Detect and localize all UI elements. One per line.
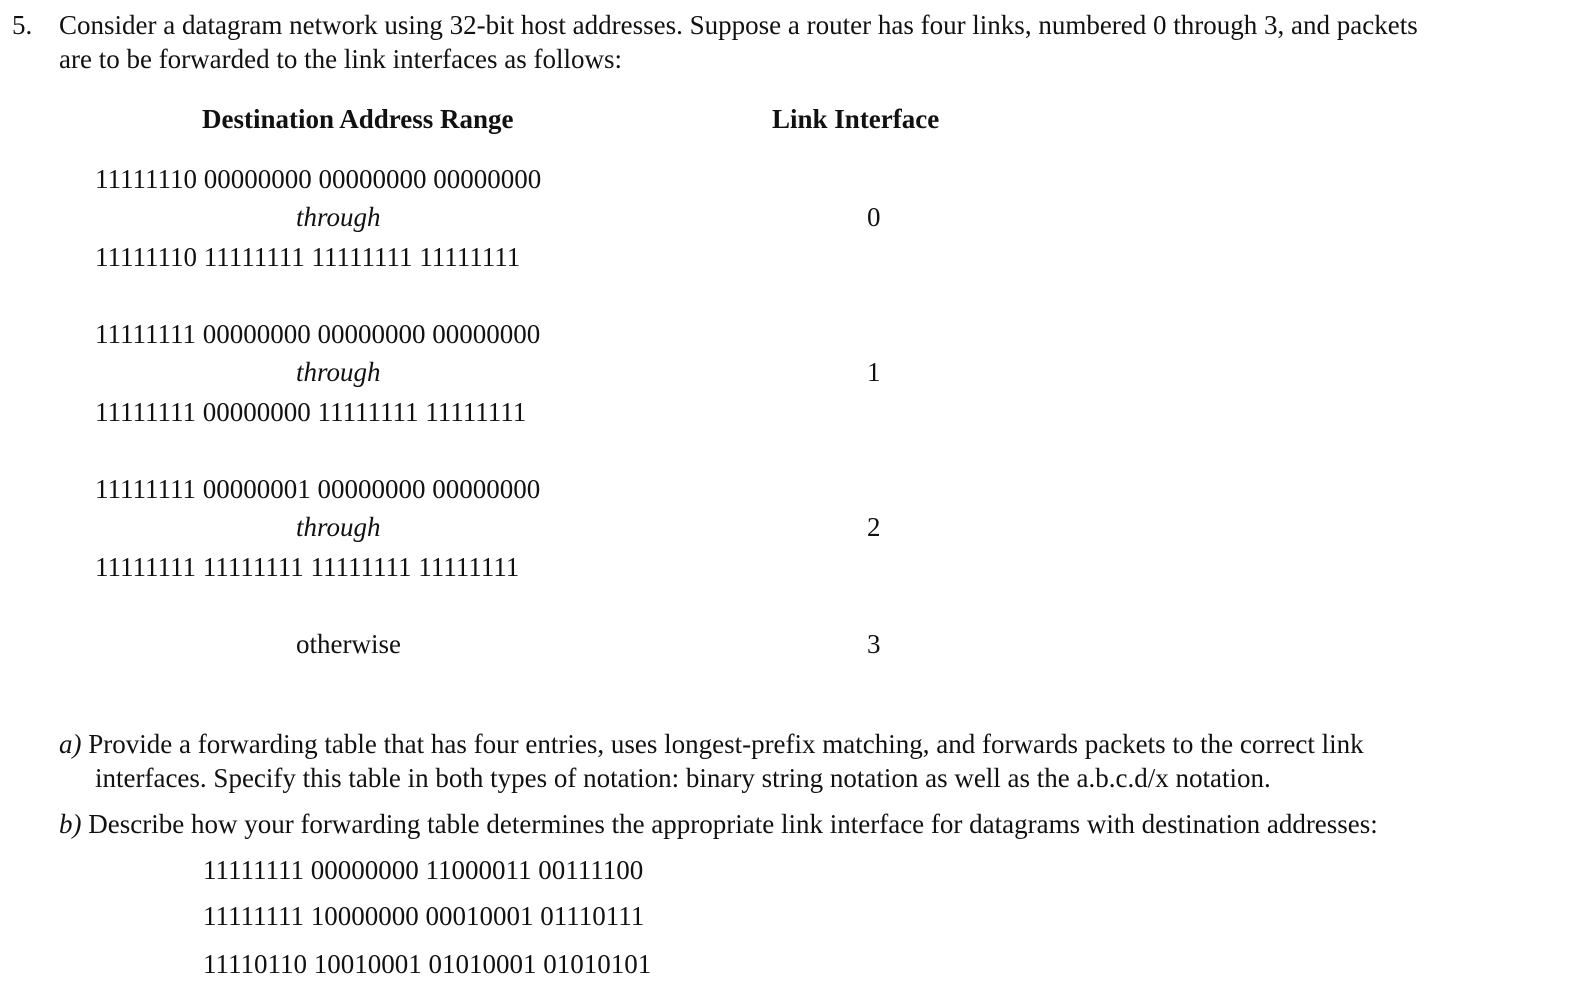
- part-b-label: b): [59, 809, 82, 839]
- through-label: through: [296, 357, 381, 387]
- through-label: through: [296, 512, 381, 542]
- link-interface-value: 0: [867, 202, 881, 232]
- header-destination-address-range: Destination Address Range: [202, 104, 514, 134]
- query-address: 11111111 00000000 11000011 00111100: [203, 855, 644, 885]
- part-a-line-2: interfaces. Specify this table in both types of notation: binary string notation as well as the a.b.c.d/x notation.: [95, 763, 1271, 793]
- range-end-address: 11111111 11111111 11111111 11111111: [95, 552, 520, 582]
- link-interface-value: 3: [867, 629, 881, 659]
- header-link-interface: Link Interface: [772, 104, 940, 134]
- link-interface-value: 2: [867, 512, 881, 542]
- link-interface-value: 1: [867, 357, 881, 387]
- through-label: through: [296, 202, 381, 232]
- part-a-line-1: [59, 731, 1364, 758]
- range-end-address: 11111110 11111111 11111111 11111111: [95, 242, 521, 272]
- otherwise-label: otherwise: [296, 629, 401, 659]
- range-start-address: 11111110 00000000 00000000 00000000: [95, 164, 542, 194]
- range-start-address: 11111111 00000001 00000000 00000000: [95, 474, 541, 504]
- part-b-line: [59, 811, 1378, 838]
- range-start-address: 11111111 00000000 00000000 00000000: [95, 319, 541, 349]
- question-intro-line-1: Consider a datagram network using 32-bit host addresses. Suppose a router has four links, numbered 0 through 3, and packets: [59, 10, 1418, 40]
- range-end-address: 11111111 00000000 11111111 11111111: [95, 397, 527, 427]
- part-a-text: Provide a forwarding table that has four entries, uses longest-prefix matching, and forwards packets to the correct link: [81, 729, 1364, 759]
- query-address: 11110110 10010001 01010001 01010101: [203, 949, 652, 979]
- part-a-label: a): [59, 729, 82, 759]
- question-intro-line-2: are to be forwarded to the link interfaces as follows:: [59, 44, 623, 74]
- part-b-text: Describe how your forwarding table determines the appropriate link interface for datagrams with destination addresses:: [81, 809, 1378, 839]
- question-number: 5.: [12, 10, 33, 40]
- query-address: 11111111 10000000 00010001 01110111: [203, 901, 645, 931]
